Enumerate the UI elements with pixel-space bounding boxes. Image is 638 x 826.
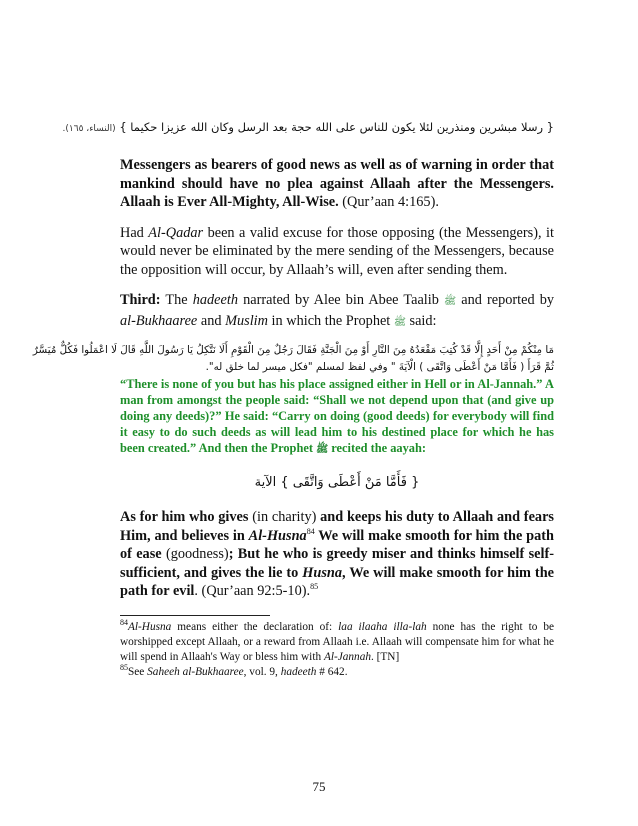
footnote-85-term2: hadeeth [280, 665, 317, 678]
hadith-arabic [32, 342, 554, 376]
hadith-english [120, 376, 554, 458]
hadith-english-text-a: “There is none of you but has his place assigned either in Hell or in Al-Jannah.” A man from amongst the people said: “Shall we not depend upon that (and give up doing any deeds)?” He said: “Carry on doing (good deeds) for everybody will find it easy to do such deeds as will lead him to his destined place for which he has been created.” And then the Prophet [120, 377, 554, 455]
honorific-icon: ﷺ [316, 444, 329, 455]
hadith-arabic-line-1: مَا مِنْكُمْ مِنْ أَحَدٍ إِلَّا قَدْ كُتِبَ مَقْعَدُهُ مِنَ النَّارِ أَوْ مِنَ الْجَنَّةِ فَقَالَ رَجُلٌ مِنَ الْقَوْمِ أَلَا نَتَّكِلُ يَا رَسُولَ اللَّهِ قَالَ لَا اعْمَلُوا فَكُلٌّ مُيَسَّرٌ [32, 344, 554, 356]
hadith-arabic-line-2: ثُمَّ قَرَأَ ( فَأَمَّا مَنْ أَعْطَى وَاتَّقَى ) الْآيَةَ " وفي لفظ لمسلم "فكل ميسر لما خلق له". [205, 361, 554, 373]
verse-arabic [62, 118, 554, 138]
para2-term-muslim: Muslim [225, 312, 268, 329]
page-body [32, 118, 555, 680]
footnote-84-text-b: none has the right to be worshipped except Allaah, or a reward from Allaah i.e. Allaah will compensate him for what he will spend in Allaah's Way or bless him with [120, 620, 554, 663]
verse-english-reference: (Qur’aan 4:165). [342, 194, 439, 210]
ayah-text-1: As for him who gives [120, 509, 253, 525]
footnote-84-number: 84 [120, 617, 128, 627]
ayah-term-husna: Husna [302, 564, 343, 581]
ayah-text-3: We will make smooth for him the path of ease [120, 527, 554, 562]
para1-text-b: been a valid excuse for those opposing (the Messengers), it would never be eliminated by the mere sending of the Messengers, because the opposition will occur, by Allaah’s will, even after sending them. [120, 224, 554, 278]
ayah-english [120, 508, 554, 601]
verse-arabic-text: { رسلا مبشرين ومنذرين لئلا يكون للناس على الله حجة بعد الرسل وكان الله عزيزا حكيما } [119, 120, 554, 134]
footnote-84-text-c: . [TN] [371, 650, 400, 663]
honorific-icon: ﷺ [393, 316, 406, 328]
footnote-84-term: Al-Husna [128, 620, 172, 633]
ayah-text-5: , We will make smooth for him the path for evil [120, 564, 554, 599]
verse-english-text: Messengers as bearers of good news as well as of warning in order that mankind should have no plea against Allaah after the Messengers. Allaah is Ever All-Mighty, All-Wise. [120, 157, 554, 210]
footnote-divider [120, 615, 270, 616]
footnote-84-text-a: means either the declaration of: [171, 620, 339, 633]
ayah-text-1-note: (in charity) [252, 509, 317, 525]
para1-term: Al-Qadar [148, 224, 204, 241]
verse-english [120, 156, 554, 212]
para2-text-a: The [160, 292, 193, 308]
footnote-85-text-b: , vol. 9, [243, 665, 281, 678]
paragraph-qadar [120, 224, 554, 280]
footnote-84-term2: laa ilaaha illa-lah [338, 620, 427, 633]
para2-text-b: narrated by Alee bin Abee Taalib [238, 292, 445, 308]
footnote-84-term3: Al-Jannah [323, 650, 371, 663]
page-number: 75 [312, 779, 326, 794]
footnote-85 [120, 662, 554, 680]
footnote-marker-84[interactable]: 84 [306, 526, 315, 536]
ayah-arabic: { فَأَمَّا مَنْ أَعْطَى وَاتَّقَى } الآية [254, 475, 420, 490]
para2-label: Third: [120, 292, 161, 308]
honorific-icon: ﷺ [444, 296, 457, 307]
para2-term-bukhaaree: al-Bukhaaree [120, 312, 198, 329]
para2-text-d: and [197, 312, 226, 329]
footnote-marker-85[interactable]: 85 [310, 582, 319, 592]
footnote-85-term: Saheeh al-Bukhaaree [147, 665, 244, 678]
ayah-term-al-husna: Al-Husna [248, 527, 307, 544]
ayah-text-4: ; But he who is greedy miser and thinks himself self-sufficient, and gives the lie to [120, 546, 554, 581]
verse-arabic-reference: (النساء، ١٦٥). [62, 124, 116, 134]
footnote-85-number: 85 [120, 662, 128, 672]
ayah-text-2: and keeps his duty to Allaah and fears Him, and believes in [120, 509, 554, 544]
footnote-85-text-a: See [128, 665, 148, 678]
para1-text-a: Had [120, 224, 149, 241]
para2-term-hadeeth: hadeeth [192, 292, 238, 308]
ayah-text-3-note: (goodness) [165, 546, 229, 562]
hadith-english-text-b: recited the aayah: [328, 441, 427, 455]
para2-text-c: and reported by [456, 292, 555, 308]
para2-text-e: in which the Prophet [267, 312, 394, 329]
paragraph-third [120, 291, 554, 332]
footnote-84 [120, 617, 554, 665]
footnote-85-text-c: # 642. [316, 665, 348, 678]
ayah-reference: . (Qur’aan 92:5-10). [194, 583, 311, 599]
para2-text-f: said: [405, 312, 437, 329]
